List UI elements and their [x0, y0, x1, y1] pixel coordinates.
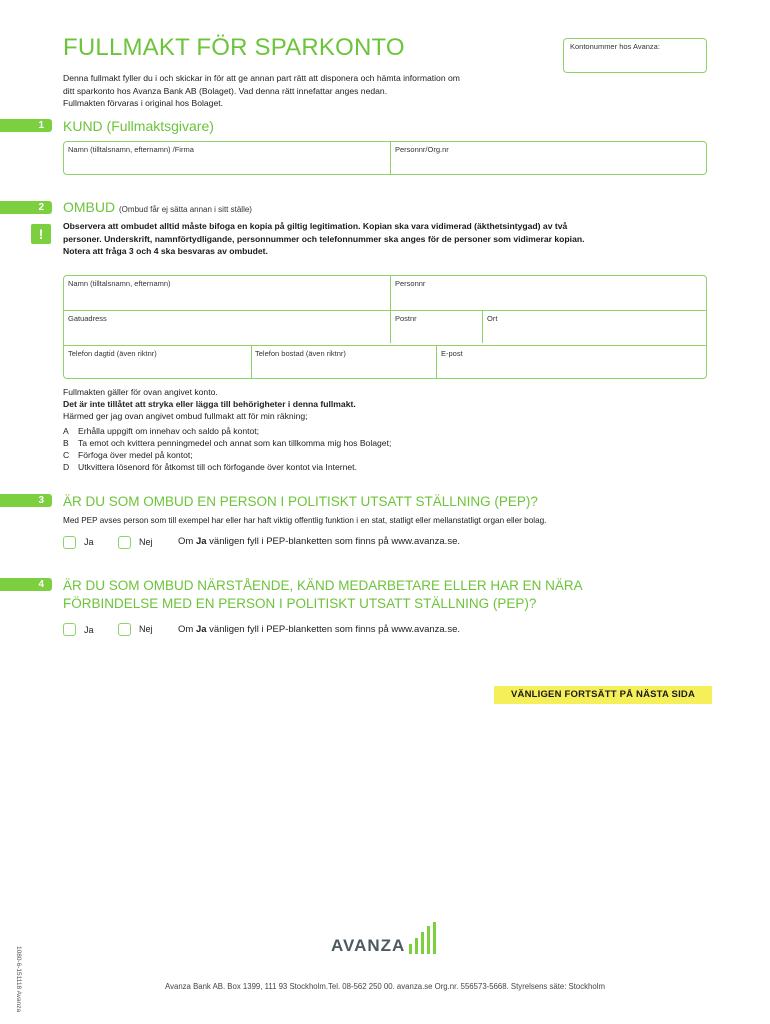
pep-yes-checkbox[interactable] — [63, 536, 76, 549]
pep-no-checkbox[interactable] — [118, 536, 131, 549]
related-pep-no-label: Nej — [139, 624, 153, 634]
pep-explanation: Med PEP avses person som till exempel har eller har haft viktig offentlig funktion i en stat, statligt eller mellanstatligt organ eller bolag. — [63, 516, 547, 525]
section1-heading: KUND (Fullmaktsgivare) — [63, 118, 214, 134]
account-number-label: Kontonummer hos Avanza: — [570, 42, 660, 51]
agent-city-field[interactable]: Ort — [487, 314, 498, 323]
rights-item: D Utkvittera lösenord för åtkomst till och förfogande över kontot via Internet. — [63, 462, 357, 472]
intro-line: Denna fullmakt fyller du i och skickar in för att ge annan part rätt att disponera och hämta information om — [63, 73, 460, 83]
agent-postnr-field[interactable]: Postnr — [395, 314, 417, 323]
form-title: FULLMAKT FÖR SPARKONTO — [63, 34, 405, 61]
section3-heading: ÄR DU SOM OMBUD EN PERSON I POLITISKT UTSATT STÄLLNING (PEP)? — [63, 494, 538, 509]
avanza-logo-text: AVANZA — [331, 936, 406, 955]
rights-item: A Erhålla uppgift om innehav och saldo på kontot; — [63, 426, 260, 436]
validity-line: Härmed ger jag ovan angivet ombud fullmakt att för min räkning; — [63, 411, 308, 421]
agent-name-field[interactable]: Namn (tilltalsnamn, efternamn) — [68, 279, 171, 288]
validity-line-bold: Det är inte tillåtet att stryka eller lägga till behörigheter i denna fullmakt. — [63, 399, 356, 409]
agent-phone-day-field[interactable]: Telefon dagtid (även riktnr) — [68, 349, 157, 358]
related-pep-note: Om Ja vänligen fyll i PEP-blanketten som finns på www.avanza.se. — [178, 624, 460, 635]
section-number-2: 2 — [0, 201, 52, 214]
customer-name-field[interactable]: Namn (tilltalsnamn, efternamn) /Firma — [68, 145, 194, 154]
intro-line: ditt sparkonto hos Avanza Bank AB (Bolaget). Vad denna rätt innefattar anges nedan. — [63, 85, 388, 96]
customer-id-field[interactable]: Personnr/Org.nr — [395, 145, 449, 154]
section-number-3: 3 — [0, 494, 52, 507]
validity-text — [63, 386, 356, 422]
exclamation-icon: ! — [31, 224, 51, 244]
warning-line: personer. Underskrift, namnförtydligande, personnummer och telefonnummer ska anges för de personer som vidimerar kopian. — [63, 233, 585, 244]
section4-heading-line: FÖRBINDELSE MED EN PERSON I POLITISKT UTSATT STÄLLNING (PEP)? — [63, 596, 537, 611]
customer-fields — [63, 141, 707, 175]
agent-street-field[interactable]: Gatuadress — [68, 314, 107, 323]
intro-line: Fullmakten förvaras i original hos Bolaget. — [63, 98, 224, 108]
intro-text — [63, 72, 533, 110]
related-pep-no-checkbox[interactable] — [118, 623, 131, 636]
rights-item: C Förfoga över medel på kontot; — [63, 450, 193, 460]
section4-heading-line: ÄR DU SOM OMBUD NÄRSTÅENDE, KÄND MEDARBETARE ELLER HAR EN NÄRA — [63, 578, 583, 593]
section2-title: OMBUD — [63, 199, 116, 215]
related-pep-yes-label: Ja — [84, 625, 94, 635]
bar-chart-logo-icon — [409, 922, 437, 954]
pep-yes-label: Ja — [84, 537, 94, 547]
account-number-field[interactable] — [563, 38, 707, 73]
agent-phone-home-field[interactable]: Telefon bostad (även riktnr) — [255, 349, 346, 358]
continue-next-page-banner: VÄNLIGEN FORTSÄTT PÅ NÄSTA SIDA — [494, 686, 712, 704]
section-number-1: 1 — [0, 119, 52, 132]
section-number-4: 4 — [0, 578, 52, 591]
warning-line: Observera att ombudet alltid måste bifoga en kopia på giltig legitimation. Kopian ska vara vidimerad (äkthetsintygad) av två — [63, 221, 568, 231]
footer-address: Avanza Bank AB. Box 1399, 111 93 Stockholm.Tel. 08-562 250 00. avanza.se Org.nr. 556573-5668. Styrelsens säte: Stockholm — [165, 982, 605, 991]
warning-line: Notera att fråga 3 och 4 ska besvaras av ombudet. — [63, 246, 268, 256]
validity-line: Fullmakten gäller för ovan angivet konto. — [63, 387, 218, 397]
rights-item: B Ta emot och kvittera penningmedel och annat som kan tillkomma mig hos Bolaget; — [63, 438, 392, 448]
pep-no-label: Nej — [139, 537, 153, 547]
pep-note: Om Ja vänligen fyll i PEP-blanketten som finns på www.avanza.se. — [178, 536, 460, 547]
section2-subtitle: (Ombud får ej sätta annan i sitt ställe) — [119, 205, 252, 214]
section4-heading — [63, 577, 583, 613]
warning-text — [63, 220, 703, 258]
section2-heading — [63, 199, 252, 215]
agent-email-field[interactable]: E-post — [441, 349, 463, 358]
form-code: 1080-6-151118 Avanza — [15, 946, 22, 1013]
agent-fields — [63, 275, 707, 379]
rights-list — [63, 425, 391, 473]
related-pep-yes-checkbox[interactable] — [63, 623, 76, 636]
agent-personnr-field[interactable]: Personnr — [395, 279, 426, 288]
